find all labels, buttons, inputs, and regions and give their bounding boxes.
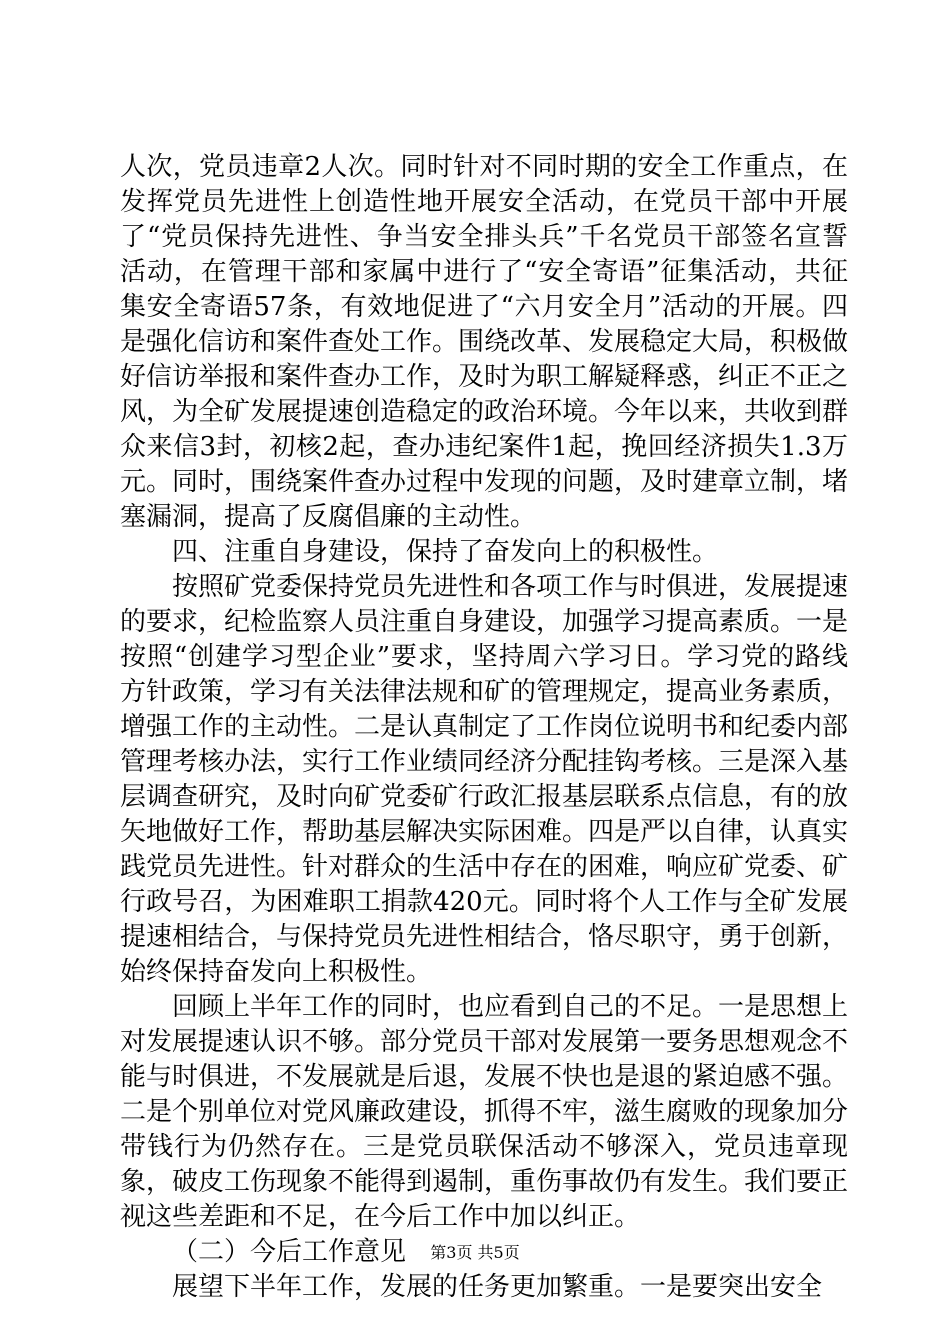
page-number-footer: 第3页 共5页 xyxy=(430,1243,520,1262)
body-paragraph-2: 按照矿党委保持党员先进性和各项工作与时俱进，发展提速的要求，纪检监察人员注重自身建设，加强学习提高素质。一是按照“创建学习型企业”要求，坚持周六学习日。学习党的路线方针政策，学习有关法律法规和矿的管理规定，提高业务素质，增强工作的主动性。二是认真制定了工作岗位说明书和纪委内部管理考核办法，实行工作业绩同经济分配挂钩考核。三是深入基层调查研究，及时向矿党委矿行政汇报基层联系点信息，有的放矢地做好工作，帮助基层解决实际困难。四是严以自律，认真实践党员先进性。针对群众的生活中存在的困难，响应矿党委、矿行政号召，为困难职工捐款420元。同时将个人工作与全矿发展提速相结合，与保持党员先进性相结合，恪尽职守，勇于创新，始终保持奋发向上积极性。 xyxy=(120,572,849,987)
body-paragraph-3: 回顾上半年工作的同时，也应看到自己的不足。一是思想上对发展提速认识不够。部分党员干部对发展第一要务思想观念不能与时俱进，不发展就是后退，发展不快也是退的紧迫感不强。二是个别单位对党风廉政建设，抓得不牢，滋生腐败的现象加分带钱行为仍然存在。三是党员联保活动不够深入，党员违章现象，破皮工伤现象不能得到遏制，重伤事故仍有发生。我们要正视这些差距和不足，在今后工作中加以纠正。 xyxy=(120,992,849,1232)
section-heading-4: 四、注重自身建设，保持了奋发向上的积极性。 xyxy=(172,537,719,567)
body-paragraph-1: 人次，党员违章2人次。同时针对不同时期的安全工作重点，在发挥党员先进性上创造性地开展安全活动，在党员干部中开展了“党员保持先进性、争当安全排头兵”千名党员干部签名宣誓活动，在管理干部和家属中进行了“安全寄语”征集活动，共征集安全寄语57条，有效地促进了“六月安全月”活动的开展。四是强化信访和案件查处工作。围绕改革、发展稳定大局，积极做好信访举报和案件查办工作，及时为职工解疑释惑，纠正不正之风，为全矿发展提速创造稳定的政治环境。今年以来，共收到群众来信3封，初核2起，查办违纪案件1起，挽回经济损失1.3万元。同时，围绕案件查办过程中发现的问题，及时建章立制，堵塞漏洞，提高了反腐倡廉的主动性。 xyxy=(120,152,849,532)
document-body xyxy=(120,150,848,1305)
subsection-heading-2: （二）今后工作意见 xyxy=(172,1237,407,1267)
body-paragraph-4: 展望下半年工作，发展的任务更加繁重。一是要突出安全 xyxy=(172,1272,823,1302)
